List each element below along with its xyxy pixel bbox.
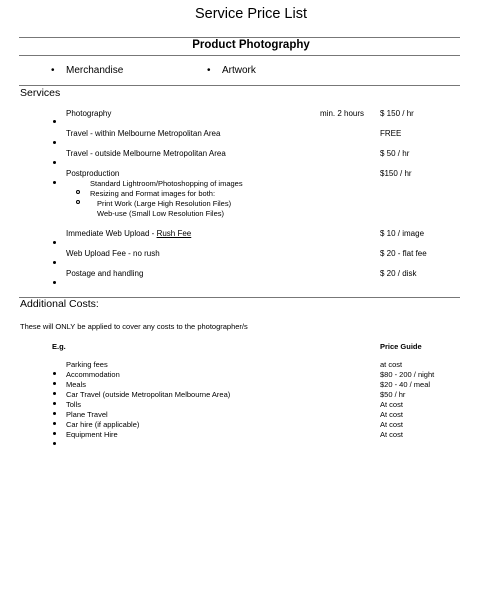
divider [19, 85, 460, 86]
bullet-icon [53, 151, 56, 169]
cost-price: At cost [380, 400, 403, 409]
service-note: min. 2 hours [320, 109, 365, 118]
service-name-prefix: Immediate Web Upload - [66, 229, 157, 238]
bullet-icon: • [51, 65, 55, 76]
bullet-icon [53, 171, 56, 189]
category-merchandise [51, 65, 55, 76]
additional-costs-heading: Additional Costs: [20, 298, 99, 310]
bullet-icon [53, 271, 56, 289]
service-name: Photography [66, 109, 112, 118]
service-name: Travel - within Melbourne Metropolitan Area [66, 129, 221, 138]
service-price: $ 50 / hr [380, 149, 410, 158]
cost-price: At cost [380, 430, 403, 439]
document-subtitle: Product Photography [192, 39, 310, 51]
service-name: Web Upload Fee - no rush [66, 249, 160, 258]
cost-item: Tolls [66, 400, 82, 409]
service-name: Postage and handling [66, 269, 144, 278]
cost-price: At cost [380, 410, 403, 419]
document-title: Service Price List [194, 6, 307, 22]
category-label: Artwork [222, 65, 256, 76]
service-name [66, 229, 191, 238]
service-price: $ 20 / disk [380, 269, 417, 278]
category-label: Merchandise [66, 65, 124, 76]
service-name: Travel - outside Melbourne Metropolitan Area [66, 149, 226, 158]
services-heading: Services [20, 87, 61, 99]
service-name: Postproduction [66, 169, 120, 178]
bullet-icon [53, 432, 56, 450]
service-price: $ 10 / image [380, 229, 425, 238]
table-header-price: Price Guide [380, 342, 422, 351]
bullet-icon [53, 251, 56, 269]
additional-costs-note: These will ONLY be applied to cover any costs to the photographer/s [20, 322, 248, 331]
cost-price: $50 / hr [380, 390, 406, 399]
service-price: FREE [380, 129, 402, 138]
cost-item: Plane Travel [66, 410, 108, 419]
bullet-icon [53, 110, 56, 128]
cost-price: $20 - 40 / meal [380, 380, 431, 389]
service-price: $150 / hr [380, 169, 412, 178]
cost-item: Meals [66, 380, 87, 389]
cost-item: Car Travel (outside Metropolitan Melbourne Area) [66, 390, 231, 399]
bullet-icon: • [207, 65, 211, 76]
circle-bullet-icon [76, 191, 80, 209]
bullet-icon [53, 231, 56, 249]
postproduction-subitem: Standard Lightroom/Photoshopping of images [90, 179, 243, 188]
service-price: $ 150 / hr [380, 109, 414, 118]
divider [19, 55, 460, 56]
rush-fee-label: Rush Fee [156, 229, 192, 238]
cost-item: Car hire (if applicable) [66, 420, 140, 429]
cost-price: $80 - 200 / night [380, 370, 435, 379]
postproduction-subitem: Resizing and Format images for both: [90, 189, 216, 198]
bullet-icon [53, 131, 56, 149]
divider [19, 37, 460, 38]
cost-item: Accommodation [66, 370, 120, 379]
table-header-item: E.g. [52, 342, 66, 351]
postproduction-subsubitem: Print Work (Large High Resolution Files) [97, 199, 232, 208]
cost-item: Equipment Hire [66, 430, 118, 439]
category-artwork [207, 65, 211, 76]
cost-item: Parking fees [66, 360, 108, 369]
cost-price: At cost [380, 420, 403, 429]
cost-price: at cost [380, 360, 403, 369]
service-price: $ 20 - flat fee [380, 249, 427, 258]
postproduction-subsubitem: Web-use (Small Low Resolution Files) [97, 209, 224, 218]
